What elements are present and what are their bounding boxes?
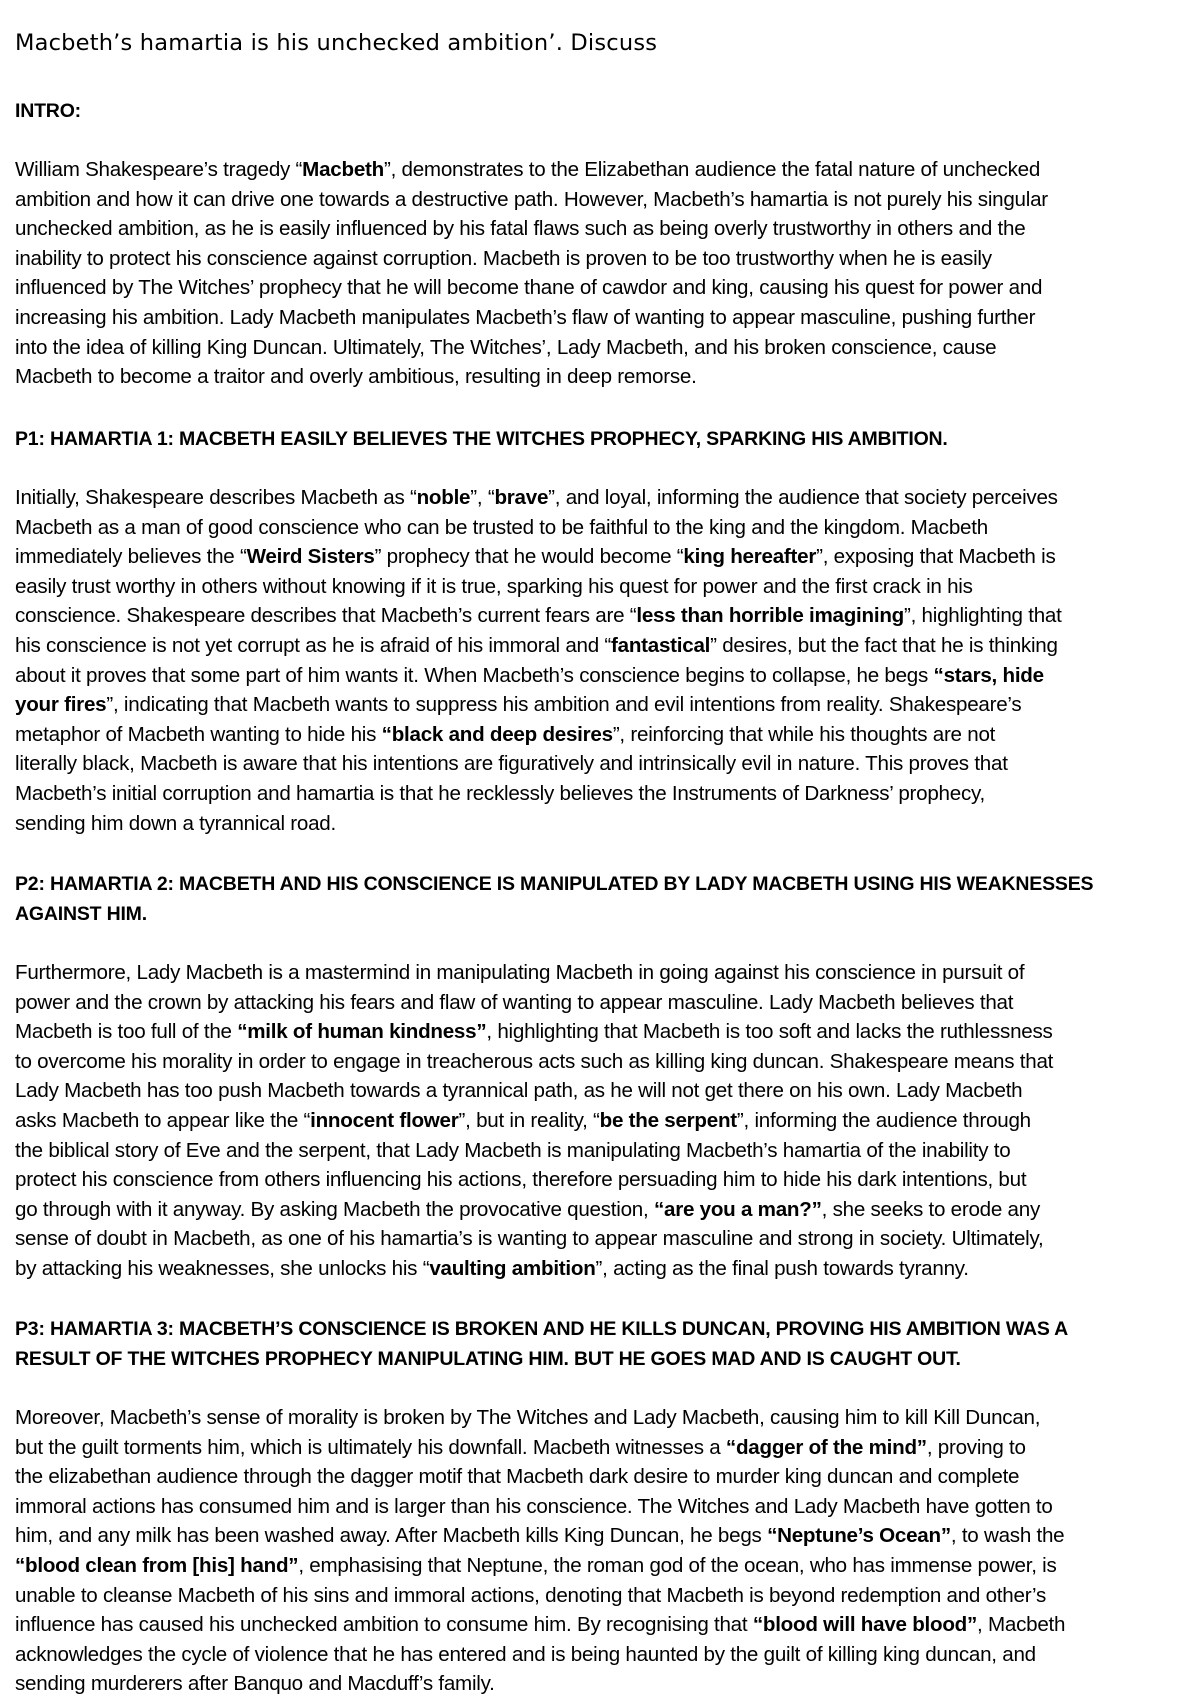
text-line xyxy=(15,1521,1185,1551)
text-run: the biblical story of Eve and the serpent, that Lady Macbeth is manipulating Macbeth’s hamartia of the inability to xyxy=(15,1138,1011,1162)
essay-title: Macbeth’s hamartia is his unchecked ambition’. Discuss xyxy=(15,30,658,56)
text-run: sense of doubt in Macbeth, as one of his hamartia’s is wanting to appear masculine and strong in society. Ultimately, xyxy=(15,1227,1044,1251)
bold-quote: noble xyxy=(416,486,471,509)
text-run: Macbeth as a man of good conscience who can be trusted to be faithful to the king and the kingdom. Macbeth xyxy=(15,515,988,539)
p2-heading xyxy=(15,870,1093,929)
text-line xyxy=(15,1403,1185,1433)
text-line xyxy=(15,809,1185,839)
bold-quote: “Neptune’s Ocean” xyxy=(767,1524,951,1548)
text-run: easily trust worthy in others without knowing if it is true, sparking his quest for power and the first crack in his xyxy=(15,574,973,598)
text-run: acknowledges the cycle of violence that he has entered and is being haunted by the guilt of killing king duncan, and xyxy=(15,1642,1036,1666)
text-line xyxy=(15,513,1185,543)
text-run: , highlighting that Macbeth is too soft and lacks the ruthlessness xyxy=(486,1020,1053,1044)
text-run: ” desires, but the fact that he is thinking xyxy=(710,633,1058,657)
text-run: asks Macbeth to appear like the “ xyxy=(15,1108,311,1132)
bold-quote: “are you a man?” xyxy=(653,1197,822,1221)
text-run: sending murderers after Banquo and Macduff’s family. xyxy=(15,1672,495,1696)
bold-quote: “black and deep desires xyxy=(381,722,613,746)
bold-quote: “blood clean from [his] hand” xyxy=(15,1553,299,1577)
text-run: Furthermore, Lady Macbeth is a mastermind in manipulating Macbeth in going against his conscience in pursuit of xyxy=(15,961,1025,984)
bold-quote: less than horrible imagining xyxy=(636,604,904,628)
text-run: about it proves that some part of him wants it. When Macbeth’s conscience begins to collapse, he begs xyxy=(15,663,934,687)
p2-paragraph xyxy=(15,958,1185,1284)
text-run: metaphor of Macbeth wanting to hide his xyxy=(15,722,382,746)
text-line xyxy=(15,1106,1185,1136)
bold-quote: “dagger of the mind” xyxy=(725,1435,927,1459)
p2-heading-line: AGAINST HIM. xyxy=(15,902,147,925)
text-run: ambition and how it can drive one towards a destructive path. However, Macbeth’s hamartia is not purely his singular xyxy=(15,187,1048,211)
text-line xyxy=(15,720,1185,750)
text-run: Macbeth’s initial corruption and hamartia is that he recklessly believes the Instruments of Darkness’ prophecy, xyxy=(15,781,986,805)
bold-quote: Weird Sisters xyxy=(246,545,375,569)
text-run: influenced by The Witches’ prophecy that he will become thane of cawdor and king, causing his quest for power and xyxy=(15,276,1043,300)
text-line xyxy=(15,690,1185,720)
text-line xyxy=(15,333,1185,363)
text-line xyxy=(15,1136,1185,1166)
text-run: ”, highlighting that xyxy=(904,604,1062,628)
text-run: inability to protect his conscience against corruption. Macbeth is proven to be too trustworthy when he is easily xyxy=(15,246,992,270)
text-line xyxy=(15,572,1185,602)
text-line xyxy=(15,1492,1185,1522)
bold-quote: vaulting ambition xyxy=(429,1256,596,1280)
text-run: ”, informing the audience through xyxy=(736,1108,1031,1132)
text-line xyxy=(15,1551,1185,1581)
text-line xyxy=(15,214,1185,244)
text-run: into the idea of killing King Duncan. Ultimately, The Witches’, Lady Macbeth, and his broken conscience, cause xyxy=(15,335,997,359)
text-line xyxy=(15,303,1185,333)
text-line xyxy=(15,1433,1185,1463)
text-run: William Shakespeare’s tragedy “ xyxy=(15,158,303,181)
text-line xyxy=(15,779,1185,809)
p3-heading-line: RESULT OF THE WITCHES PROPHECY MANIPULATING HIM. BUT HE GOES MAD AND IS CAUGHT OUT. xyxy=(15,1347,961,1370)
text-line xyxy=(15,601,1185,631)
text-run: conscience. Shakespeare describes that Macbeth’s current fears are “ xyxy=(15,604,637,628)
text-run: increasing his ambition. Lady Macbeth manipulates Macbeth’s flaw of wanting to appear masculine, pushing further xyxy=(15,305,1036,329)
text-run: protect his conscience from others influencing his actions, therefore persuading him to hide his dark intentions, but xyxy=(15,1168,1027,1192)
text-line xyxy=(15,1017,1185,1047)
text-run: ”, demonstrates to the Elizabethan audience the fatal nature of unchecked xyxy=(383,158,1041,181)
text-run: by attacking his weaknesses, she unlocks his “ xyxy=(15,1256,430,1280)
text-line xyxy=(15,1462,1185,1492)
text-run: ” prophecy that he would become “ xyxy=(374,545,684,569)
p1-paragraph xyxy=(15,483,1185,838)
text-run: the elizabethan audience through the dagger motif that Macbeth dark desire to murder king duncan and complete xyxy=(15,1465,1020,1489)
text-line xyxy=(15,631,1185,661)
bold-quote: “blood will have blood” xyxy=(752,1613,978,1637)
text-run: power and the crown by attacking his fears and flaw of wanting to appear masculine. Lady Macbeth believes that xyxy=(15,990,1014,1014)
text-line xyxy=(15,185,1185,215)
text-line xyxy=(15,988,1185,1018)
bold-quote: brave xyxy=(494,486,549,509)
text-line xyxy=(15,273,1185,303)
text-line xyxy=(15,1669,1185,1699)
text-run: , to wash the xyxy=(950,1524,1065,1548)
text-line xyxy=(15,1165,1185,1195)
p3-heading-line: P3: HAMARTIA 3: MACBETH’S CONSCIENCE IS BROKEN AND HE KILLS DUNCAN, PROVING HIS AMBITION WAS A xyxy=(15,1318,1069,1340)
text-run: Moreover, Macbeth’s sense of morality is broken by The Witches and Lady Macbeth, causing him to kill Kill Duncan, xyxy=(15,1406,1041,1429)
intro-heading: INTRO: xyxy=(15,100,81,122)
intro-paragraph xyxy=(15,155,1185,392)
text-run: go through with it anyway. By asking Macbeth the provocative question, xyxy=(15,1197,654,1221)
bold-quote: your fires xyxy=(15,693,107,717)
text-run: literally black, Macbeth is aware that his intentions are figuratively and intrinsically evil in nature. This proves that xyxy=(15,752,1008,776)
text-run: ”, but in reality, “ xyxy=(458,1108,600,1132)
text-run: ”, exposing that Macbeth is xyxy=(816,545,1056,569)
text-line xyxy=(15,1224,1185,1254)
text-line xyxy=(15,1610,1185,1640)
bold-quote: be the serpent xyxy=(599,1108,737,1132)
text-line xyxy=(15,661,1185,691)
text-run: Macbeth to become a traitor and overly ambitious, resulting in deep remorse. xyxy=(15,365,697,389)
text-run: ”, reinforcing that while his thoughts are not xyxy=(612,722,996,746)
text-run: ”, acting as the final push towards tyranny. xyxy=(595,1256,969,1280)
text-run: Initially, Shakespeare describes Macbeth as “ xyxy=(15,486,417,509)
text-run: to overcome his morality in order to engage in treacherous acts such as killing king duncan. Shakespeare means that xyxy=(15,1049,1054,1073)
text-line xyxy=(15,749,1185,779)
text-line xyxy=(15,483,1185,513)
text-line xyxy=(15,244,1185,274)
bold-quote: “milk of human kindness” xyxy=(237,1020,487,1044)
text-run: unchecked ambition, as he is easily influenced by his fatal flaws such as being overly trustworthy in others and the xyxy=(15,217,1026,241)
text-run: his conscience is not yet corrupt as he is afraid of his immoral and “ xyxy=(15,633,612,657)
text-run: influence has caused his unchecked ambition to consume him. By recognising that xyxy=(15,1613,753,1637)
p1-heading: P1: HAMARTIA 1: MACBETH EASILY BELIEVES THE WITCHES PROPHECY, SPARKING HIS AMBITION. xyxy=(15,428,948,450)
text-line xyxy=(15,1195,1185,1225)
text-line xyxy=(15,1581,1185,1611)
text-line xyxy=(15,1076,1185,1106)
p3-paragraph xyxy=(15,1403,1185,1699)
text-line xyxy=(15,958,1185,988)
text-line xyxy=(15,1254,1185,1284)
text-line xyxy=(15,1640,1185,1670)
bold-quote: Macbeth xyxy=(302,158,384,181)
text-run: sending him down a tyrannical road. xyxy=(15,811,336,835)
text-run: , emphasising that Neptune, the roman god of the ocean, who has immense power, is xyxy=(298,1553,1057,1577)
p2-heading-line: P2: HAMARTIA 2: MACBETH AND HIS CONSCIENCE IS MANIPULATED BY LADY MACBETH USING HIS WEAKNESSES xyxy=(15,873,1094,895)
text-run: , she seeks to erode any xyxy=(821,1197,1041,1221)
text-line xyxy=(15,155,1185,185)
bold-quote: innocent flower xyxy=(310,1108,459,1132)
text-line xyxy=(15,362,1185,392)
text-run: immediately believes the “ xyxy=(15,545,247,569)
text-run: , Macbeth xyxy=(977,1613,1066,1637)
text-run: unable to cleanse Macbeth of his sins and immoral actions, denoting that Macbeth is beyond redemption and other’s xyxy=(15,1583,1047,1607)
bold-quote: “stars, hide xyxy=(933,663,1044,687)
text-run: him, and any milk has been washed away. After Macbeth kills King Duncan, he begs xyxy=(15,1524,768,1548)
text-run: ”, indicating that Macbeth wants to suppress his ambition and evil intentions from reality. Shakespeare’s xyxy=(106,693,1022,717)
text-line xyxy=(15,542,1185,572)
text-run: ”, and loyal, informing the audience that society perceives xyxy=(548,486,1058,509)
text-run: Macbeth is too full of the xyxy=(15,1020,238,1044)
bold-quote: king hereafter xyxy=(683,545,817,569)
text-line xyxy=(15,1047,1185,1077)
text-run: , proving to xyxy=(926,1435,1026,1459)
text-run: ”, “ xyxy=(470,486,495,509)
text-run: immoral actions has consumed him and is larger than his conscience. The Witches and Lady Macbeth have gotten to xyxy=(15,1494,1053,1518)
p3-heading xyxy=(15,1315,1068,1374)
text-run: Lady Macbeth has too push Macbeth towards a tyrannical path, as he will not get there on his own. Lady Macbeth xyxy=(15,1079,1023,1103)
bold-quote: fantastical xyxy=(611,633,711,657)
text-run: but the guilt torments him, which is ultimately his downfall. Macbeth witnesses a xyxy=(15,1435,726,1459)
